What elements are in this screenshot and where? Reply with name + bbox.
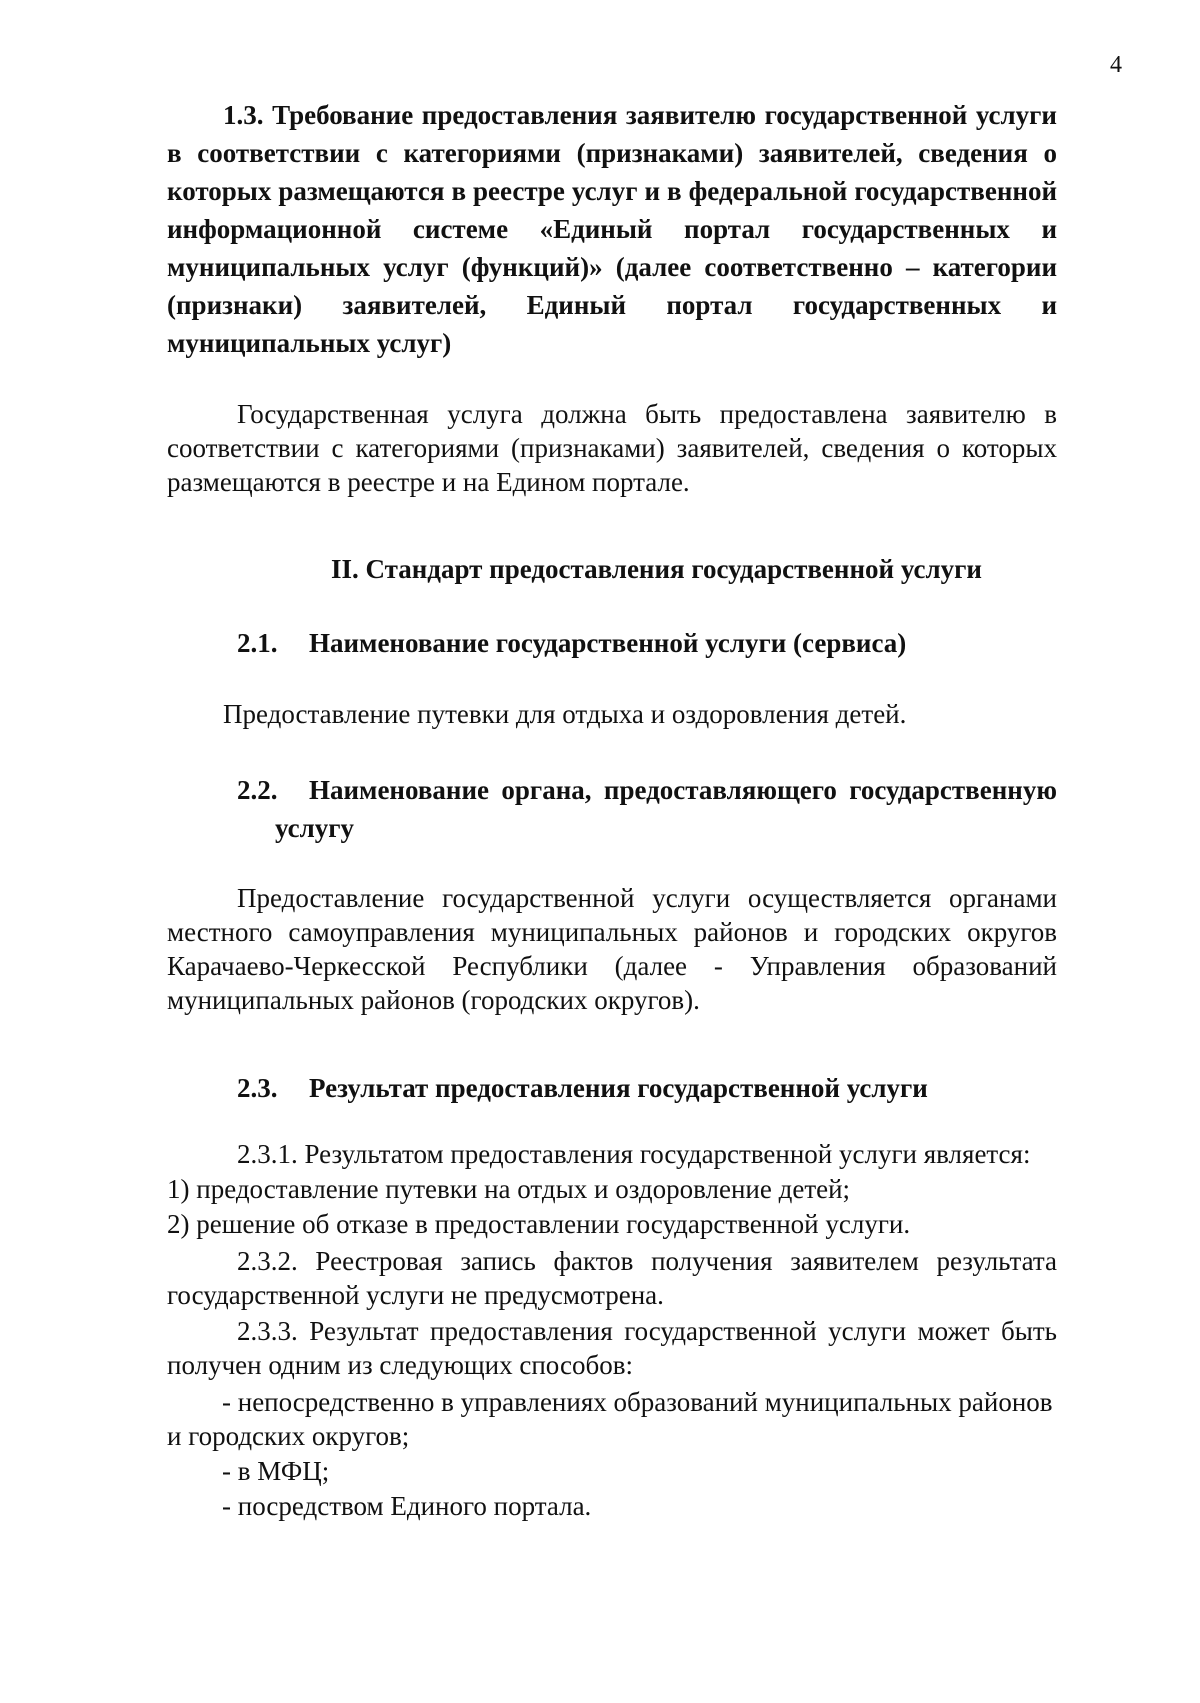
body-line: 2.3.3. Результат предоставления государственной услуги может быть [237,1316,1057,1346]
body-line: государственной услуги не предусмотрена. [167,1280,664,1310]
heading-line [237,771,1057,809]
method-list-item: - посредством Единого портала. [222,1491,592,1521]
section-2-1-heading [237,624,906,662]
section-1-3-body [167,397,1057,499]
section-number: 2.1. [237,628,278,658]
heading-text: Наименование государственной услуги (сервиса) [309,628,907,658]
body-line: местного самоуправления муниципальных районов и городских округов [167,917,1057,947]
heading-line: информационной системе «Единый портал государственных и [167,214,1057,244]
section-2-title: II. Стандарт предоставления государственной услуги [331,554,982,584]
body-line: Государственная услуга должна быть предоставлена заявителю в [237,399,1057,429]
heading-line: 1.3. Требование предоставления заявителю государственной услуги [223,100,1057,130]
heading-line: которых размещаются в реестре услуг и в федеральной государственной [167,176,1057,206]
result-list-item: 1) предоставление путевки на отдых и оздоровление детей; [167,1174,851,1204]
section-2-2-body [167,881,1057,1017]
section-2-1-body: Предоставление путевки для отдыха и оздоровления детей. [223,699,907,729]
section-number: 2.2. [237,775,278,805]
body-line: соответствии с категориями (признаками) заявителей, сведения о которых [167,433,1057,463]
result-list-item: 2) решение об отказе в предоставлении государственной услуги. [167,1209,911,1239]
paragraph-2-3-1: 2.3.1. Результатом предоставления государственной услуги является: [237,1139,1031,1169]
heading-text: Результат предоставления государственной услуги [309,1073,928,1103]
body-line: Карачаево-Черкесской Республики (далее - Управления образований [167,951,1057,981]
body-line: получен одним из следующих способов: [167,1350,633,1380]
method-list-item: - в МФЦ; [222,1456,330,1486]
heading-line: муниципальных услуг) [167,328,452,358]
section-2-2-heading [237,771,1057,847]
body-line: 2.3.2. Реестровая запись фактов получения заявителем результата [237,1246,1057,1276]
section-1-3-heading [167,96,1057,362]
body-line: Предоставление государственной услуги осуществляется органами [237,883,1057,913]
heading-line: в соответствии с категориями (признаками) заявителей, сведения о [167,138,1057,168]
method-list-item-continuation: и городских округов; [167,1421,410,1451]
page-number: 4 [1110,52,1122,78]
body-line: муниципальных районов (городских округов). [167,985,700,1015]
section-number: 2.3. [237,1073,278,1103]
heading-line: (признаки) заявителей, Единый портал государственных и [167,290,1057,320]
heading-line: услугу [275,813,355,843]
method-list-item: - непосредственно в управлениях образований муниципальных районов [222,1387,1053,1417]
heading-text: Наименование органа, предоставляющего государственную [309,775,1057,805]
heading-line: муниципальных услуг (функций)» (далее соответственно – категории [167,252,1057,282]
paragraph-2-3-3 [167,1314,1057,1382]
section-2-3-heading [237,1069,928,1107]
body-line: размещаются в реестре и на Едином портале. [167,467,690,497]
paragraph-2-3-2 [167,1244,1057,1312]
